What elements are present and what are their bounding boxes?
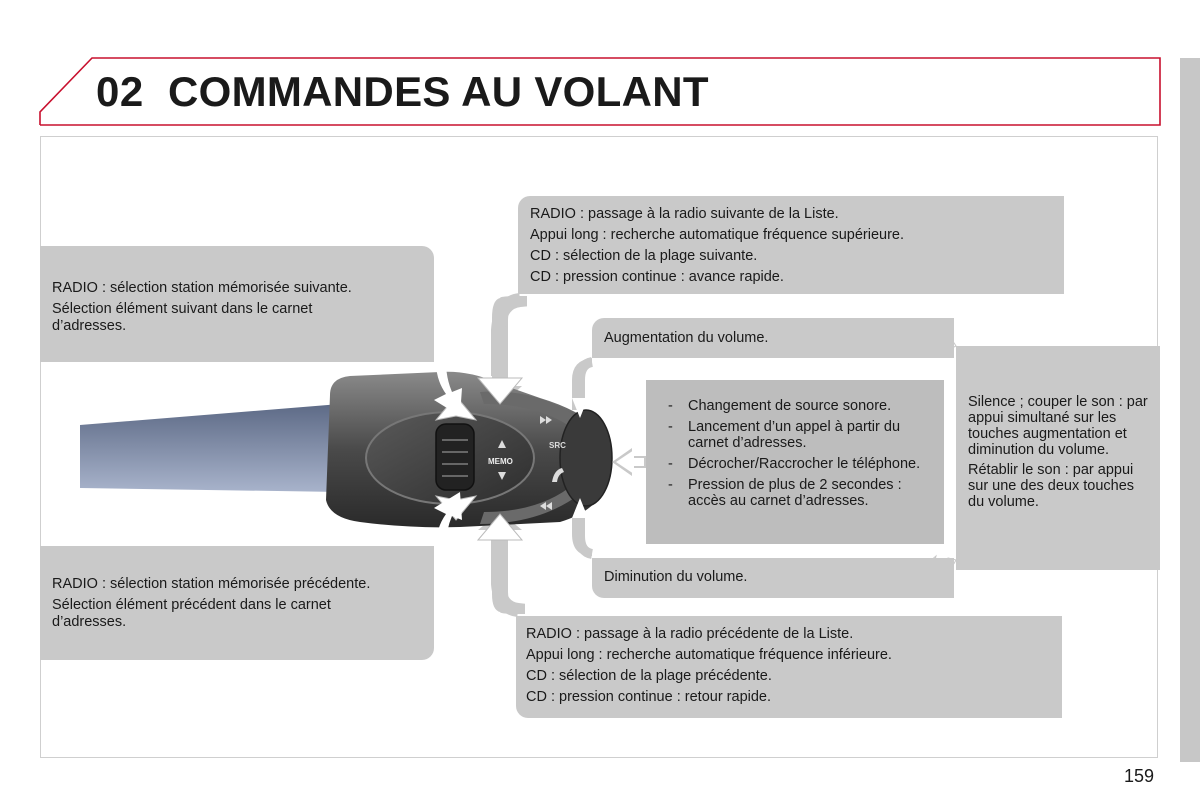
- callout-list: [658, 398, 932, 509]
- callout-text: Décrocher/Raccrocher le téléphone.: [688, 456, 921, 472]
- page-number: 159: [1124, 766, 1155, 786]
- callout-text: Sélection élément suivant dans le carnet d’adresses.: [52, 301, 313, 334]
- callout-text: Appui long : recherche automatique fréquence inférieure.: [526, 647, 892, 663]
- memo-button-label: MEMO: [488, 457, 513, 466]
- callout-text: Augmentation du volume.: [604, 330, 769, 346]
- callout-volume-up: [592, 318, 954, 358]
- callout-text: CD : pression continue : avance rapide.: [530, 269, 784, 285]
- callout-text: Silence ; couper le son : par appui simultané sur les touches augmentation et diminution du volume.: [968, 394, 1148, 458]
- list-item: - Changement de source sonore.: [668, 398, 892, 414]
- callout-next-preset: [40, 246, 434, 362]
- callout-text: RADIO : passage à la radio précédente de la Liste.: [526, 626, 854, 642]
- callout-mute: [956, 346, 1160, 570]
- callout-text: Changement de source sonore.: [688, 398, 892, 414]
- callout-text: RADIO : sélection station mémorisée suivante.: [52, 280, 352, 296]
- callout-text: CD : sélection de la plage précédente.: [526, 668, 772, 684]
- src-button-label: SRC: [549, 441, 566, 450]
- list-item: - Décrocher/Raccrocher le téléphone.: [668, 456, 921, 472]
- callout-text: Appui long : recherche automatique fréquence supérieure.: [530, 227, 905, 243]
- callout-next-station: [518, 196, 1064, 294]
- callout-text: Sélection élément précédent dans le carnet d’adresses.: [52, 597, 331, 630]
- callout-text: CD : sélection de la plage suivante.: [530, 248, 758, 264]
- callout-previous-preset: [40, 546, 434, 660]
- callout-volume-down: [592, 558, 954, 598]
- chapter-number: 02: [96, 68, 144, 115]
- page-title: COMMANDES AU VOLANT: [168, 68, 709, 115]
- callout-text: Rétablir le son : par appui sur une des deux touches du volume.: [968, 462, 1135, 510]
- list-item: - Lancement d’un appel à partir du carnet d’adresses.: [668, 419, 901, 451]
- callout-source-phone: [646, 380, 944, 544]
- scroll-wheel-icon: [436, 424, 474, 490]
- callout-text: Pression de plus de 2 secondes : accès au carnet d’adresses.: [688, 477, 902, 509]
- callout-text: Lancement d’un appel à partir du carnet d’adresses.: [688, 419, 901, 451]
- callout-text: RADIO : sélection station mémorisée précédente.: [52, 576, 371, 592]
- callout-text: Diminution du volume.: [604, 569, 748, 585]
- callout-text: CD : pression continue : retour rapide.: [526, 689, 772, 705]
- list-item: - Pression de plus de 2 secondes : accès au carnet d’adresses.: [668, 477, 902, 509]
- callout-previous-station: [516, 616, 1062, 718]
- callout-text: RADIO : passage à la radio suivante de la Liste.: [530, 206, 839, 222]
